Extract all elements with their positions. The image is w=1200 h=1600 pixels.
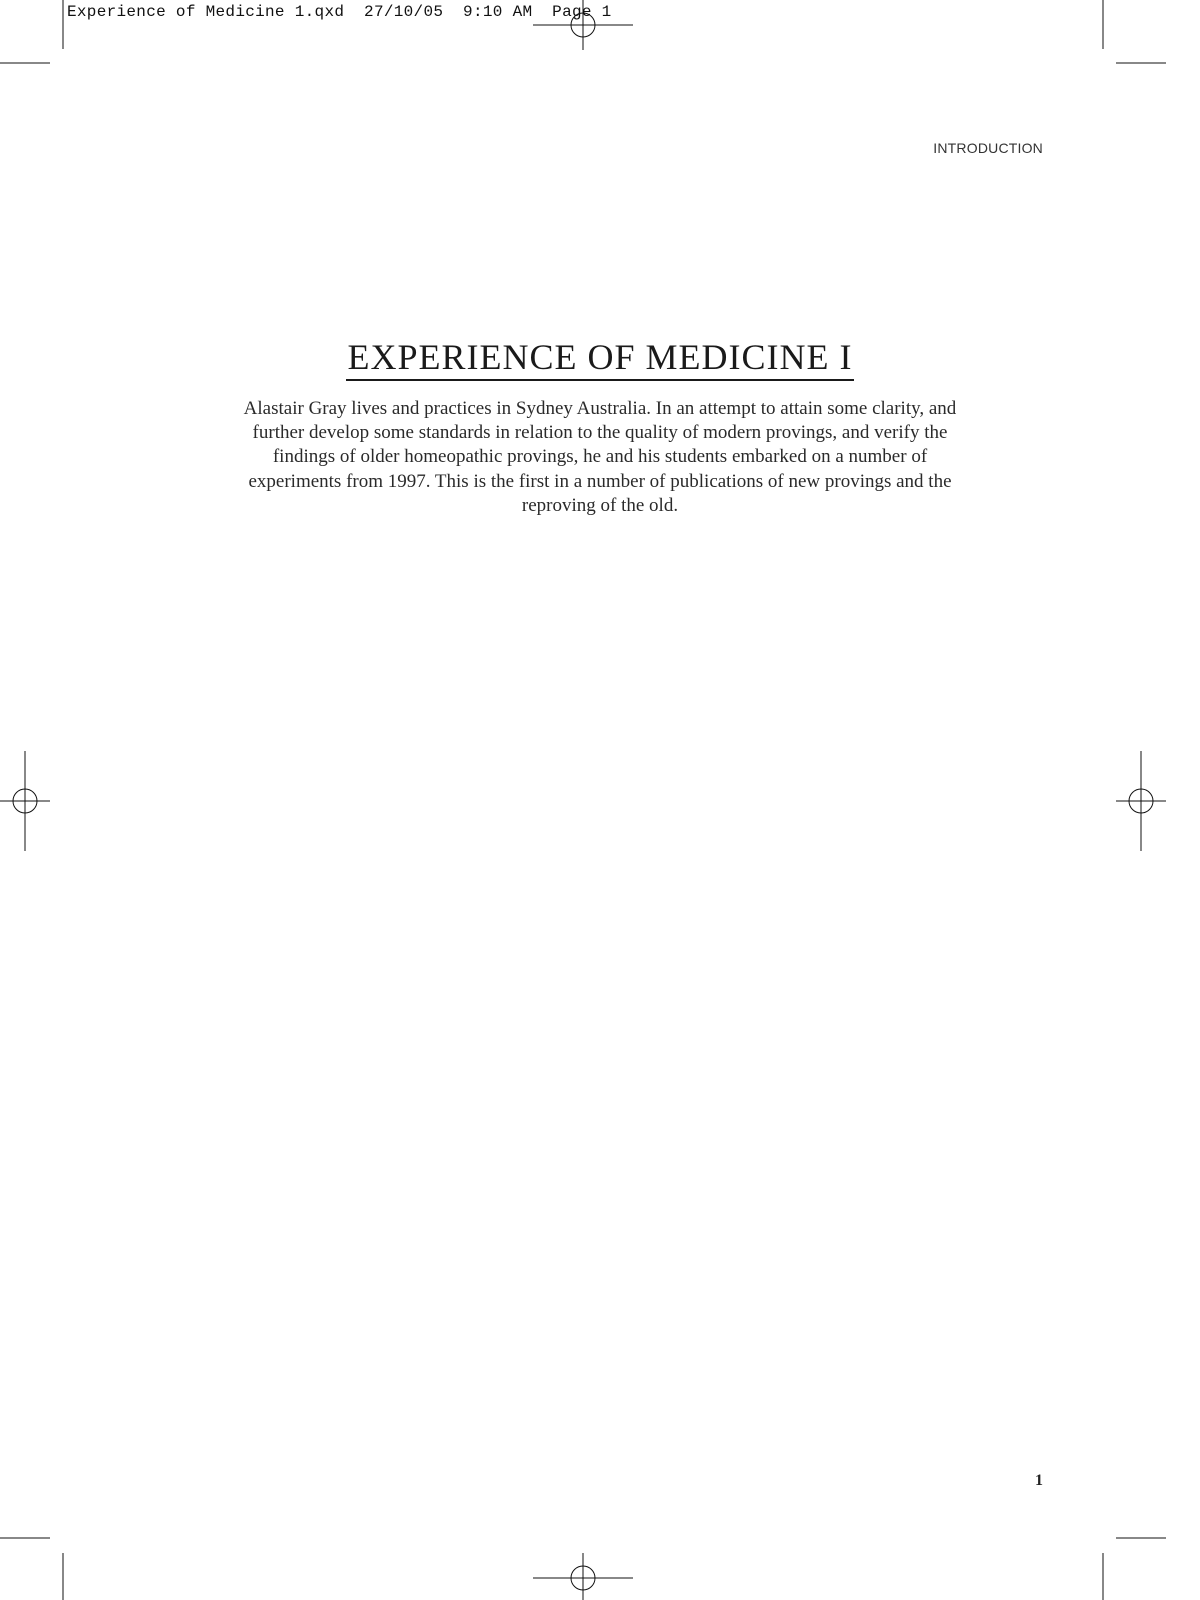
chapter-title: EXPERIENCE OF MEDICINE I [346, 336, 855, 381]
chapter-title-block [0, 336, 1200, 381]
registration-mark-bottom [533, 1553, 633, 1600]
print-slug-line: Experience of Medicine 1.qxd 27/10/05 9:10 AM Page 1 [67, 3, 612, 21]
intro-paragraph: Alastair Gray lives and practices in Sydney Australia. In an attempt to attain some clarity, and further develop some standards in relation to the quality of modern provings, and verify the findings of older homeopathic provings, he and his students embarked on a number of experiments from 1997. This is the first in a number of publications of new provings and the reproving of the old. [243, 398, 957, 516]
page-number: 1 [1035, 1472, 1043, 1489]
registration-mark-right [1116, 751, 1166, 851]
running-head: INTRODUCTION [933, 140, 1043, 156]
registration-mark-left [0, 751, 50, 851]
registration-mark-top [533, 0, 633, 50]
